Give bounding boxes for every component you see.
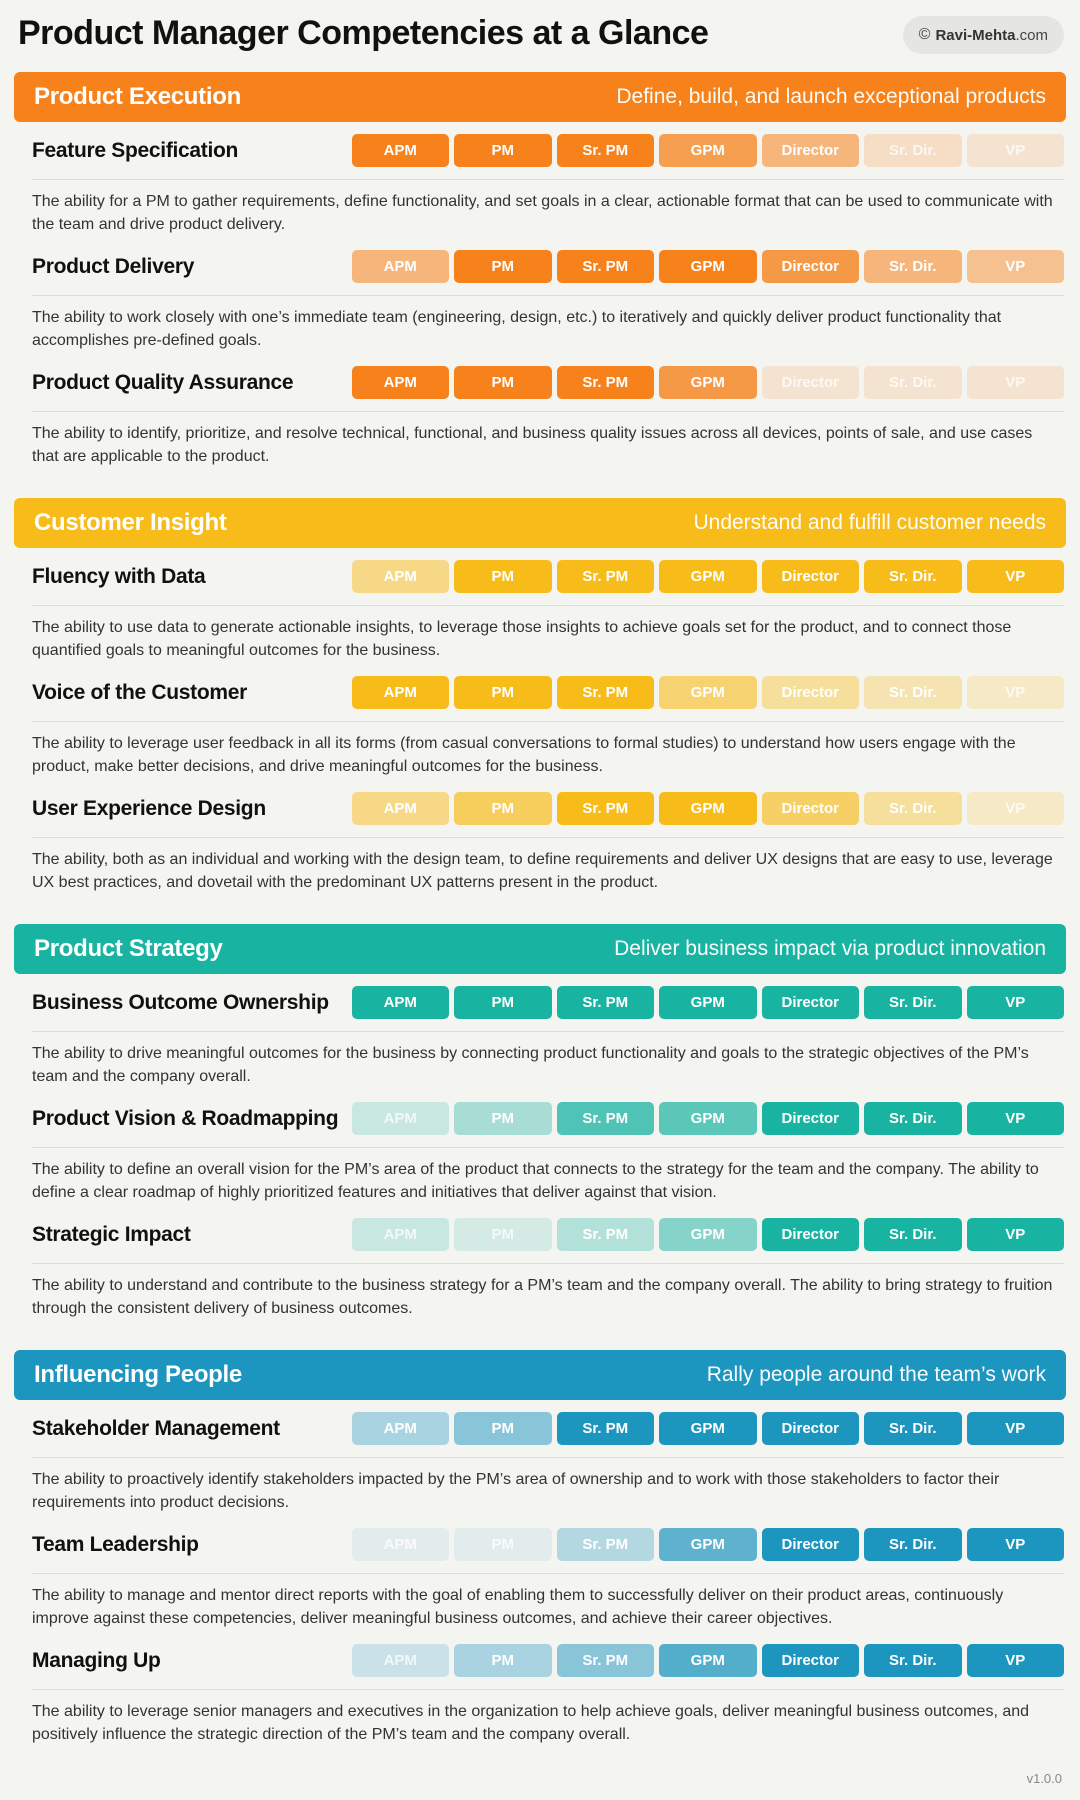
level-pills: [352, 250, 1065, 283]
page-title: Product Manager Competencies at a Glance: [18, 14, 709, 52]
brand-name: Ravi-Mehta: [935, 26, 1016, 44]
level-pill-sr-pm: Sr. PM: [557, 366, 655, 399]
competency-row: [32, 664, 1064, 722]
competency-name: Business Outcome Ownership: [32, 990, 329, 1014]
level-pill-apm: APM: [352, 792, 450, 825]
level-pill-director: Director: [762, 1218, 860, 1251]
section-influencing-people: [14, 1350, 1066, 1748]
competency-item: [14, 1206, 1066, 1322]
brand-tld: .com: [1015, 26, 1048, 44]
competency-row: [32, 974, 1064, 1032]
section-tagline: Rally people around the team’s work: [706, 1363, 1046, 1386]
section-header: [14, 72, 1066, 122]
section-tagline: Understand and fulfill customer needs: [693, 511, 1046, 534]
level-pill-gpm: GPM: [659, 986, 757, 1019]
competency-item: [14, 664, 1066, 780]
competency-description: The ability to identify, prioritize, and resolve technical, functional, and business quality issues across all devices, points of sale, and use cases that are applicable to the product.: [32, 425, 1033, 465]
competency-name: Fluency with Data: [32, 564, 206, 588]
level-pill-vp: VP: [967, 1412, 1065, 1445]
competency-item: [14, 974, 1066, 1090]
brand-badge[interactable]: [903, 16, 1064, 54]
level-pill-vp: VP: [967, 560, 1065, 593]
level-pill-gpm: GPM: [659, 1218, 757, 1251]
competency-row: [32, 354, 1064, 412]
level-pills: [352, 1644, 1065, 1677]
level-pill-gpm: GPM: [659, 134, 757, 167]
competency-item: [14, 354, 1066, 470]
version-label: v1.0.0: [1026, 1771, 1062, 1786]
competency-row: [32, 1206, 1064, 1264]
level-pill-gpm: GPM: [659, 1644, 757, 1677]
level-pill-director: Director: [762, 1644, 860, 1677]
competency-name: Stakeholder Management: [32, 1416, 280, 1440]
level-pill-sr-pm: Sr. PM: [557, 792, 655, 825]
competency-name: Product Vision & Roadmapping: [32, 1106, 339, 1130]
level-pill-pm: PM: [454, 1528, 552, 1561]
competency-name: Strategic Impact: [32, 1222, 191, 1246]
level-pills: [352, 366, 1065, 399]
level-pill-pm: PM: [454, 986, 552, 1019]
competency-row: [32, 238, 1064, 296]
level-pill-vp: VP: [967, 676, 1065, 709]
level-pill-sr-dir: Sr. Dir.: [864, 1218, 962, 1251]
competency-description: The ability to leverage senior managers and executives in the organization to help achieve goals, deliver meaningful business outcomes, and positively influence the strategic direction of the PM’s team and the company overall.: [32, 1703, 1030, 1743]
level-pill-sr-pm: Sr. PM: [557, 560, 655, 593]
level-pill-sr-pm: Sr. PM: [557, 1102, 655, 1135]
section-header: [14, 1350, 1066, 1400]
competency-description: The ability to leverage user feedback in all its forms (from casual conversations to formal studies) to understand how users engage with the product, make better decisions, and drive meaningful outcomes for the business.: [32, 735, 1016, 775]
section-title: Product Strategy: [34, 935, 223, 962]
level-pills: [352, 1412, 1065, 1445]
competency-row: [32, 1400, 1064, 1458]
competency-description: The ability to proactively identify stakeholders impacted by the PM’s area of ownership and to work with those stakeholders to factor their requirements into product decisions.: [32, 1471, 1000, 1511]
level-pill-gpm: GPM: [659, 1102, 757, 1135]
level-pill-sr-dir: Sr. Dir.: [864, 792, 962, 825]
level-pill-pm: PM: [454, 1412, 552, 1445]
section-tagline: Define, build, and launch exceptional products: [616, 85, 1046, 108]
level-pill-sr-dir: Sr. Dir.: [864, 986, 962, 1019]
level-pill-apm: APM: [352, 1218, 450, 1251]
level-pill-apm: APM: [352, 1528, 450, 1561]
level-pill-gpm: GPM: [659, 560, 757, 593]
section-title: Influencing People: [34, 1361, 242, 1388]
level-pill-pm: PM: [454, 1218, 552, 1251]
level-pill-pm: PM: [454, 134, 552, 167]
level-pill-director: Director: [762, 250, 860, 283]
level-pills: [352, 792, 1065, 825]
competency-item: [14, 1516, 1066, 1632]
competency-description: The ability to manage and mentor direct reports with the goal of enabling them to successfully deliver on their product areas, continuously improve against these competencies, deliver meaningful business outcomes, and achieve their career objectives.: [32, 1587, 1004, 1627]
competency-item: [14, 1090, 1066, 1206]
competency-row: [32, 122, 1064, 180]
level-pill-vp: VP: [967, 366, 1065, 399]
page-header: [0, 0, 1080, 72]
level-pill-sr-pm: Sr. PM: [557, 1644, 655, 1677]
section-title: Product Execution: [34, 83, 241, 110]
competency-description: The ability to define an overall vision for the PM’s area of the product that connects to the strategy for the team and the company. The ability to define a clear roadmap of highly prioritized features and initiatives that deliver against that vision.: [32, 1161, 1039, 1201]
competency-row: [32, 548, 1064, 606]
level-pill-gpm: GPM: [659, 676, 757, 709]
level-pill-sr-pm: Sr. PM: [557, 1412, 655, 1445]
level-pill-sr-pm: Sr. PM: [557, 986, 655, 1019]
competency-description: The ability to use data to generate actionable insights, to leverage those insights to achieve goals set for the product, and to connect those quantified goals to meaningful outcomes for the business.: [32, 619, 1012, 659]
competency-description: The ability to drive meaningful outcomes for the business by connecting product functionality and goals to the strategic objectives of the PM’s team and the company overall.: [32, 1045, 1029, 1085]
level-pill-apm: APM: [352, 134, 450, 167]
level-pill-apm: APM: [352, 676, 450, 709]
level-pill-pm: PM: [454, 792, 552, 825]
competency-row: [32, 1632, 1064, 1690]
competency-item: [14, 780, 1066, 896]
competency-name: Managing Up: [32, 1648, 161, 1672]
section-header: [14, 924, 1066, 974]
level-pill-director: Director: [762, 792, 860, 825]
section-header: [14, 498, 1066, 548]
competency-name: Team Leadership: [32, 1532, 199, 1556]
level-pill-apm: APM: [352, 1102, 450, 1135]
level-pill-sr-pm: Sr. PM: [557, 250, 655, 283]
section-product-execution: [14, 72, 1066, 470]
competency-item: [14, 1400, 1066, 1516]
level-pills: [352, 1218, 1065, 1251]
competency-name: Feature Specification: [32, 138, 239, 162]
level-pills: [352, 676, 1065, 709]
level-pill-apm: APM: [352, 250, 450, 283]
level-pill-sr-dir: Sr. Dir.: [864, 1102, 962, 1135]
level-pills: [352, 560, 1065, 593]
level-pill-pm: PM: [454, 560, 552, 593]
competency-row: [32, 1516, 1064, 1574]
level-pills: [352, 134, 1065, 167]
level-pills: [352, 1102, 1065, 1135]
level-pill-apm: APM: [352, 366, 450, 399]
level-pill-gpm: GPM: [659, 250, 757, 283]
level-pill-apm: APM: [352, 1412, 450, 1445]
level-pill-vp: VP: [967, 1218, 1065, 1251]
copyright-icon: ©: [918, 26, 931, 43]
level-pill-apm: APM: [352, 560, 450, 593]
level-pill-director: Director: [762, 676, 860, 709]
level-pill-sr-dir: Sr. Dir.: [864, 560, 962, 593]
level-pill-sr-dir: Sr. Dir.: [864, 1412, 962, 1445]
level-pill-vp: VP: [967, 792, 1065, 825]
level-pill-director: Director: [762, 1412, 860, 1445]
competency-description: The ability to understand and contribute to the business strategy for a PM’s team and the company overall. The ability to bring strategy to fruition through the consistent delivery of business outcomes.: [32, 1277, 1053, 1317]
level-pill-sr-dir: Sr. Dir.: [864, 1644, 962, 1677]
level-pill-gpm: GPM: [659, 792, 757, 825]
level-pill-vp: VP: [967, 134, 1065, 167]
competency-description: The ability to work closely with one’s immediate team (engineering, design, etc.) to iteratively and quickly deliver product functionality that accomplishes pre-defined goals.: [32, 309, 1002, 349]
level-pill-pm: PM: [454, 250, 552, 283]
competency-name: Product Quality Assurance: [32, 370, 294, 394]
competency-description: The ability for a PM to gather requirements, define functionality, and set goals in a clear, actionable format that can be used to communicate with the team and drive product delivery.: [32, 193, 1053, 233]
section-product-strategy: [14, 924, 1066, 1322]
competency-name: Voice of the Customer: [32, 680, 248, 704]
level-pills: [352, 1528, 1065, 1561]
level-pill-pm: PM: [454, 366, 552, 399]
level-pill-apm: APM: [352, 1644, 450, 1677]
level-pill-sr-pm: Sr. PM: [557, 1528, 655, 1561]
section-tagline: Deliver business impact via product innovation: [614, 937, 1046, 960]
level-pill-director: Director: [762, 1528, 860, 1561]
level-pill-vp: VP: [967, 1528, 1065, 1561]
level-pill-director: Director: [762, 560, 860, 593]
competency-sections: [14, 72, 1066, 1776]
competency-name: Product Delivery: [32, 254, 195, 278]
section-customer-insight: [14, 498, 1066, 896]
level-pill-sr-dir: Sr. Dir.: [864, 250, 962, 283]
section-title: Customer Insight: [34, 509, 227, 536]
level-pill-gpm: GPM: [659, 1528, 757, 1561]
level-pill-gpm: GPM: [659, 1412, 757, 1445]
level-pill-vp: VP: [967, 250, 1065, 283]
level-pill-sr-pm: Sr. PM: [557, 134, 655, 167]
level-pill-pm: PM: [454, 1644, 552, 1677]
level-pill-apm: APM: [352, 986, 450, 1019]
level-pill-director: Director: [762, 134, 860, 167]
competency-row: [32, 1090, 1064, 1148]
level-pill-sr-dir: Sr. Dir.: [864, 676, 962, 709]
competency-name: User Experience Design: [32, 796, 266, 820]
level-pill-vp: VP: [967, 986, 1065, 1019]
competency-item: [14, 122, 1066, 238]
level-pill-sr-pm: Sr. PM: [557, 676, 655, 709]
level-pill-sr-pm: Sr. PM: [557, 1218, 655, 1251]
competency-item: [14, 548, 1066, 664]
competency-description: The ability, both as an individual and working with the design team, to define requirements and deliver UX designs that are easy to use, leverage UX best practices, and dovetail with the predominant UX patterns present in the product.: [32, 851, 1053, 891]
level-pill-vp: VP: [967, 1644, 1065, 1677]
level-pill-gpm: GPM: [659, 366, 757, 399]
level-pill-sr-dir: Sr. Dir.: [864, 134, 962, 167]
competency-item: [14, 238, 1066, 354]
level-pills: [352, 986, 1065, 1019]
level-pill-sr-dir: Sr. Dir.: [864, 366, 962, 399]
level-pill-director: Director: [762, 1102, 860, 1135]
level-pill-sr-dir: Sr. Dir.: [864, 1528, 962, 1561]
level-pill-vp: VP: [967, 1102, 1065, 1135]
level-pill-pm: PM: [454, 676, 552, 709]
level-pill-director: Director: [762, 986, 860, 1019]
competency-row: [32, 780, 1064, 838]
level-pill-pm: PM: [454, 1102, 552, 1135]
level-pill-director: Director: [762, 366, 860, 399]
competency-item: [14, 1632, 1066, 1748]
